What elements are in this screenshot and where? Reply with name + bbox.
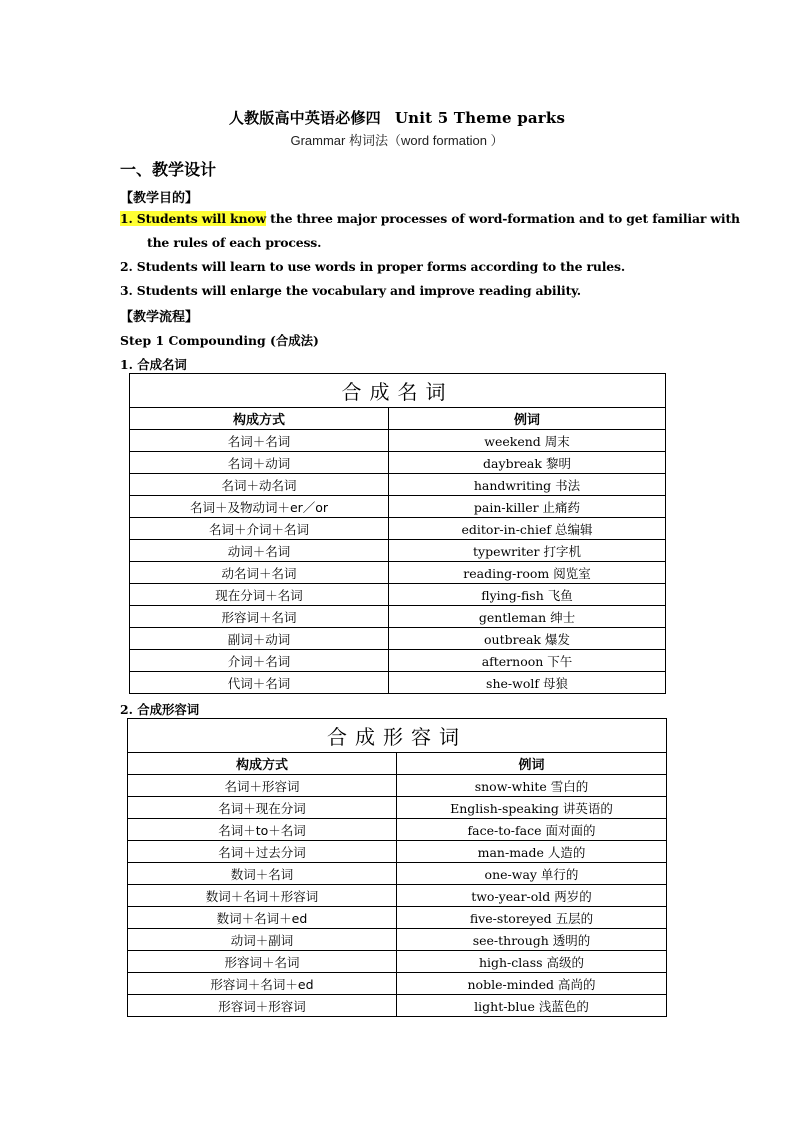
cell-method: 代词＋名词 [130, 672, 389, 694]
table-title: 合成名词 [130, 374, 666, 408]
table-row [128, 863, 667, 885]
table-row [130, 606, 666, 628]
cell-method: 副词＋动词 [130, 628, 389, 650]
cell-method: 名词＋名词 [130, 430, 389, 452]
cell-method: 数词＋名词 [128, 863, 397, 885]
cell-example: light-blue 浅蓝色的 [397, 995, 667, 1017]
cell-example: noble-minded 高尚的 [397, 973, 667, 995]
column-header-example: 例词 [397, 753, 667, 775]
cell-method: 数词＋名词＋形容词 [128, 885, 397, 907]
cell-example: face-to-face 面对面的 [397, 819, 667, 841]
cell-example: see-through 透明的 [397, 929, 667, 951]
cell-method: 数词＋名词＋ed [128, 907, 397, 929]
cell-example: flying-fish 飞鱼 [389, 584, 666, 606]
table-row [130, 452, 666, 474]
table-row [130, 518, 666, 540]
cell-example: typewriter 打字机 [389, 540, 666, 562]
objective-2: 2. Students will learn to use words in proper forms according to the rules. [120, 259, 626, 274]
cell-example: man-made 人造的 [397, 841, 667, 863]
cell-example: afternoon 下午 [389, 650, 666, 672]
title-english: Unit 5 Theme parks [394, 109, 566, 127]
objective-1-continued: the rules of each process. [147, 235, 322, 250]
cell-method: 形容词＋名词＋ed [128, 973, 397, 995]
cell-method: 名词＋动词 [130, 452, 389, 474]
cell-method: 形容词＋名词 [130, 606, 389, 628]
table-row [130, 540, 666, 562]
cell-example: daybreak 黎明 [389, 452, 666, 474]
compound-adjectives-table [127, 718, 667, 1017]
cell-example: one-way 单行的 [397, 863, 667, 885]
column-header-method: 构成方式 [130, 408, 389, 430]
table-row [130, 474, 666, 496]
cell-example: handwriting 书法 [389, 474, 666, 496]
cell-example: weekend 周末 [389, 430, 666, 452]
compound-adjectives-label: 2. 合成形容词 [120, 702, 200, 717]
cell-method: 介词＋名词 [130, 650, 389, 672]
cell-example: editor-in-chief 总编辑 [389, 518, 666, 540]
cell-example: she-wolf 母狼 [389, 672, 666, 694]
cell-example: gentleman 绅士 [389, 606, 666, 628]
cell-example: high-class 高级的 [397, 951, 667, 973]
table-title: 合成形容词 [128, 719, 667, 753]
table-row [128, 907, 667, 929]
highlighted-text: 1. Students will know [120, 211, 266, 226]
cell-method: 名词＋动名词 [130, 474, 389, 496]
cell-method: 名词＋过去分词 [128, 841, 397, 863]
cell-example: reading-room 阅览室 [389, 562, 666, 584]
section-heading: 一、教学设计 [120, 160, 217, 179]
cell-method: 名词＋介词＋名词 [130, 518, 389, 540]
step-1-heading: Step 1 Compounding (合成法) [120, 333, 319, 348]
column-header-example: 例词 [389, 408, 666, 430]
table-row [128, 929, 667, 951]
table-row [128, 819, 667, 841]
cell-method: 动名词＋名词 [130, 562, 389, 584]
title-chinese: 人教版高中英语必修四 [228, 109, 381, 127]
cell-example: pain-killer 止痛药 [389, 496, 666, 518]
cell-method: 名词＋to＋名词 [128, 819, 397, 841]
objective-3: 3. Students will enlarge the vocabulary and improve reading ability. [120, 283, 581, 298]
table-row [128, 841, 667, 863]
cell-example: outbreak 爆发 [389, 628, 666, 650]
document-subtitle: Grammar 构词法（word formation ） [290, 133, 504, 148]
table-row [130, 584, 666, 606]
table-row [128, 973, 667, 995]
document-title [0, 107, 794, 128]
cell-example: snow-white 雪白的 [397, 775, 667, 797]
table-row [130, 496, 666, 518]
table-row [130, 562, 666, 584]
cell-method: 动词＋副词 [128, 929, 397, 951]
column-header-method: 构成方式 [128, 753, 397, 775]
cell-method: 名词＋及物动词＋er／or [130, 496, 389, 518]
cell-method: 名词＋现在分词 [128, 797, 397, 819]
cell-method: 名词＋形容词 [128, 775, 397, 797]
table-row [128, 885, 667, 907]
table-row [130, 672, 666, 694]
table-row [128, 775, 667, 797]
cell-example: English-speaking 讲英语的 [397, 797, 667, 819]
table-row [128, 995, 667, 1017]
cell-method: 形容词＋形容词 [128, 995, 397, 1017]
cell-example: five-storeyed 五层的 [397, 907, 667, 929]
table-row [130, 650, 666, 672]
table-row [130, 430, 666, 452]
table-row [130, 628, 666, 650]
compound-nouns-table [129, 373, 666, 694]
compound-nouns-label: 1. 合成名词 [120, 357, 187, 372]
cell-method: 形容词＋名词 [128, 951, 397, 973]
cell-example: two-year-old 两岁的 [397, 885, 667, 907]
table-row [128, 951, 667, 973]
procedure-label: 【教学流程】 [120, 310, 199, 325]
objective-1 [120, 211, 740, 226]
cell-method: 动词＋名词 [130, 540, 389, 562]
objectives-label: 【教学目的】 [120, 191, 199, 206]
table-row [128, 797, 667, 819]
objective-1-rest: the three major processes of word-formation and to get familiar with [265, 211, 740, 226]
cell-method: 现在分词＋名词 [130, 584, 389, 606]
